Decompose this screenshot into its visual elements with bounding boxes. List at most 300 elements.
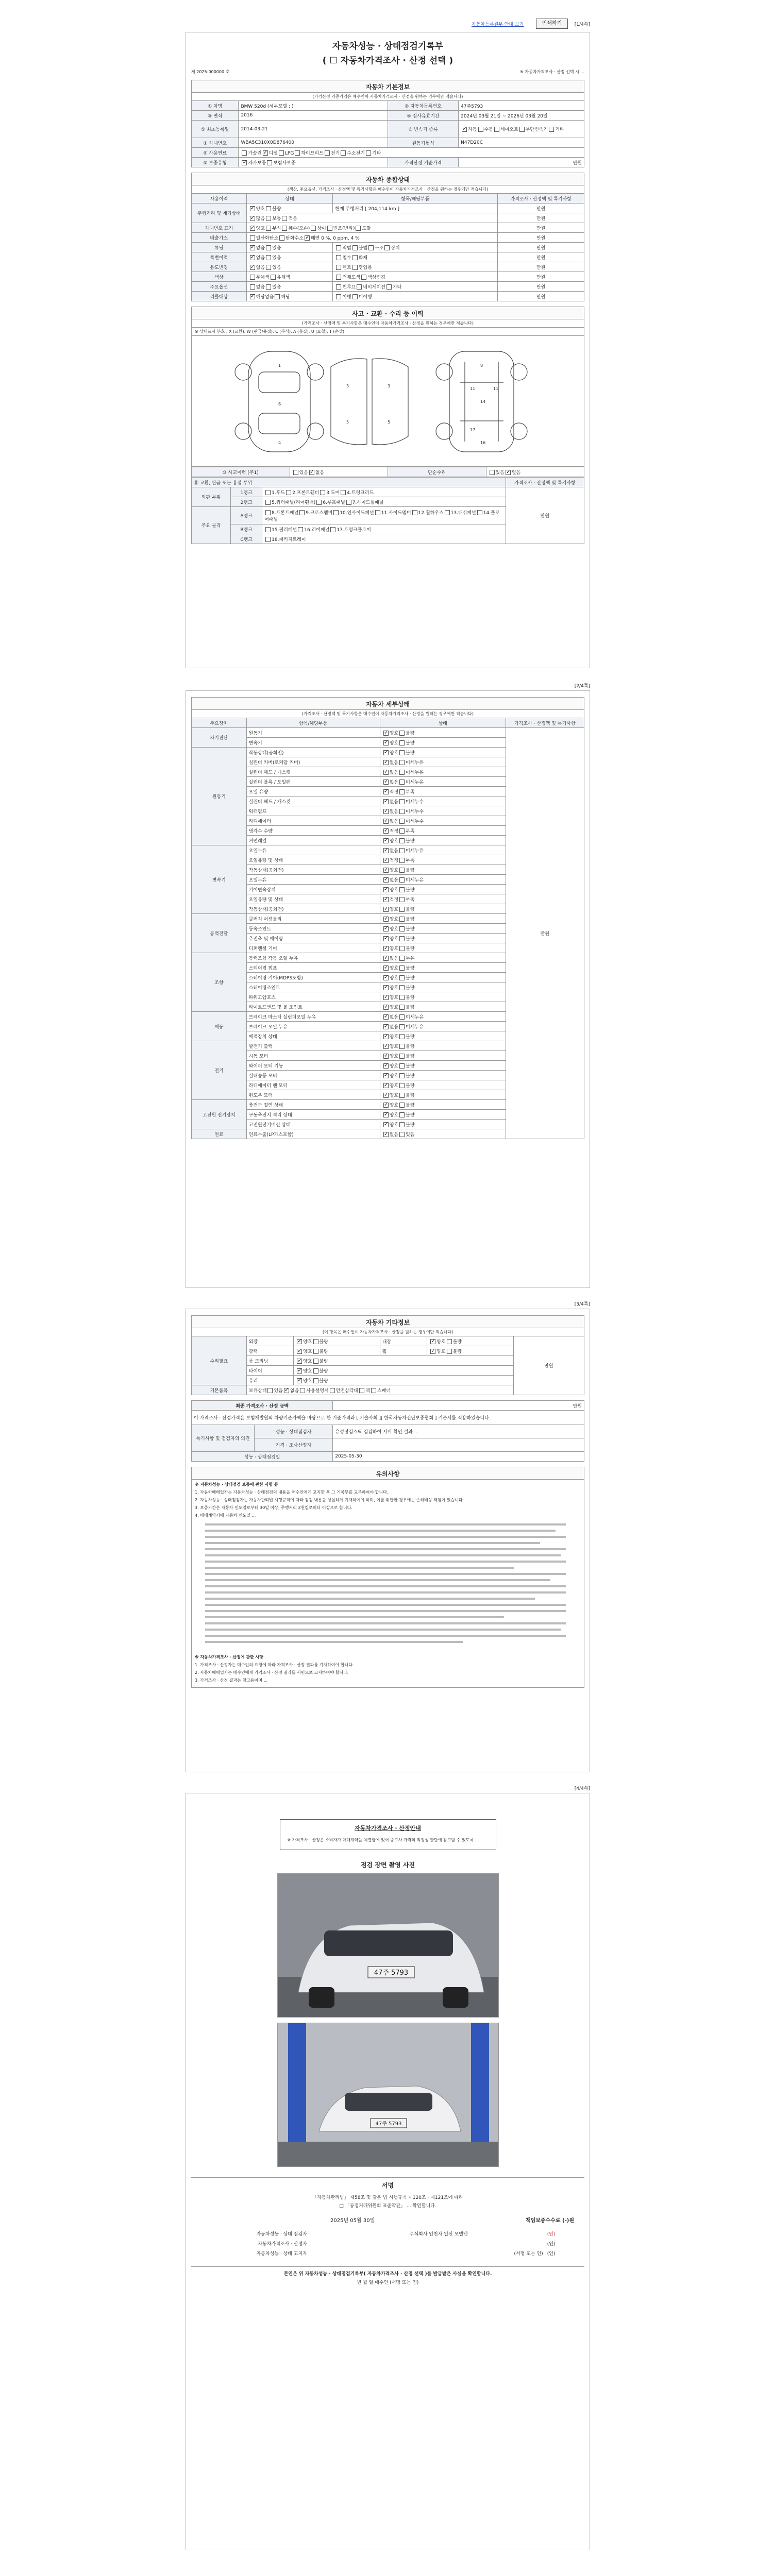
checkbox[interactable] (336, 294, 341, 299)
opt: 불량 (406, 1054, 415, 1059)
opt: 불량 (406, 1044, 415, 1049)
opt: 불량 (406, 1005, 415, 1010)
checkbox[interactable] (383, 1034, 389, 1039)
detail-state (380, 885, 506, 894)
checkbox[interactable] (265, 510, 271, 515)
checkbox[interactable] (271, 275, 276, 280)
checkbox[interactable] (399, 750, 405, 755)
wheel (235, 364, 251, 380)
checkbox[interactable] (266, 265, 271, 270)
checkbox[interactable] (383, 995, 389, 1000)
checkbox[interactable] (265, 500, 271, 505)
checkbox[interactable] (357, 284, 362, 290)
checkbox[interactable] (383, 809, 389, 814)
checkbox[interactable] (242, 150, 247, 156)
col-head: 항목/해당부품 (246, 718, 380, 728)
checkbox[interactable] (336, 245, 341, 250)
checkbox[interactable] (297, 1368, 302, 1374)
detail-item: 추진축 및 베어링 (246, 934, 380, 943)
detail-state (380, 836, 506, 845)
warranty-options (239, 158, 388, 167)
opt: 구조 (375, 245, 384, 251)
checkbox[interactable] (383, 975, 389, 980)
checkbox[interactable] (266, 206, 271, 211)
checkbox[interactable] (445, 510, 450, 515)
checkbox[interactable] (412, 510, 417, 515)
checkbox[interactable] (293, 470, 298, 475)
checkbox[interactable] (383, 887, 389, 892)
opt: 없음 (256, 284, 265, 290)
checkbox[interactable] (266, 216, 271, 221)
checkbox[interactable] (279, 150, 284, 156)
sign-date: 2025년 05월 30일 (330, 2218, 375, 2224)
sign-title: 서명 (191, 2177, 584, 2190)
checkbox[interactable] (383, 1024, 389, 1029)
checkbox[interactable] (250, 216, 255, 221)
detail-title: 자동차 세부상태 (191, 697, 584, 709)
label-fuel: ⑧ 사용연료 (192, 148, 239, 158)
label-first-reg: ⑤ 최초등록일 (192, 121, 239, 138)
checkbox[interactable] (399, 1005, 405, 1010)
checkbox[interactable] (399, 897, 405, 902)
checkbox[interactable] (383, 750, 389, 755)
checkbox[interactable] (311, 226, 316, 231)
checkbox[interactable] (399, 1122, 405, 1127)
checkbox[interactable] (282, 226, 287, 231)
opt: 미세누수 (406, 809, 424, 815)
checkbox[interactable] (384, 245, 390, 250)
document-subtitle: ( ☐ 자동차가격조사 · 산정 선택 ) (322, 56, 453, 66)
checkbox[interactable] (265, 537, 271, 542)
checkbox[interactable] (383, 1132, 389, 1137)
checkbox[interactable] (399, 1093, 405, 1098)
checkbox[interactable] (399, 926, 405, 931)
checkbox[interactable] (399, 975, 405, 980)
checkbox[interactable] (313, 1368, 318, 1374)
opt: 없음 (389, 779, 399, 785)
unit: 만원 (498, 262, 584, 272)
checkbox[interactable] (383, 907, 389, 912)
checkbox[interactable] (368, 245, 374, 250)
checkbox[interactable] (399, 907, 405, 912)
row-key: 주행거리 및 계기상태 (192, 204, 247, 223)
label-trans: ⑥ 변속기 종류 (388, 121, 458, 138)
opt: 불량 (406, 965, 415, 971)
checkbox[interactable] (356, 226, 361, 231)
checkbox[interactable] (263, 150, 268, 156)
checkbox[interactable] (383, 1005, 389, 1010)
checkbox[interactable] (399, 1014, 405, 1020)
text-line (205, 1536, 566, 1538)
opt: 상이 (317, 226, 326, 231)
part: 13.대쉬패널 (450, 510, 476, 516)
checkbox[interactable] (333, 510, 339, 515)
checkbox[interactable] (383, 1044, 389, 1049)
checkbox[interactable] (383, 985, 389, 990)
checkbox[interactable] (346, 500, 351, 505)
checkbox[interactable] (320, 490, 325, 495)
checkbox[interactable] (399, 828, 405, 834)
checkbox[interactable] (250, 245, 255, 250)
detail-item: 오일 유량 (246, 787, 380, 796)
checkbox[interactable] (267, 1388, 273, 1393)
checkbox[interactable] (399, 1132, 405, 1137)
document-title: 자동차성능 · 상태점검기록부 (332, 41, 444, 52)
checkbox[interactable] (265, 527, 271, 532)
opt: 해당 (281, 294, 290, 300)
checkbox[interactable] (430, 1339, 435, 1344)
checkbox[interactable] (361, 275, 366, 280)
year: 2016 (239, 111, 388, 121)
opt: 있음 (495, 470, 505, 476)
rank1: 1랭크 (231, 487, 262, 497)
checkbox[interactable] (462, 127, 467, 132)
checkbox[interactable] (250, 255, 255, 260)
checkbox[interactable] (366, 150, 371, 156)
detail-item: 동력조향 작동 오일 누유 (246, 953, 380, 963)
opt: 수동 (484, 127, 493, 132)
checkbox[interactable] (250, 275, 255, 280)
checkbox[interactable] (300, 1388, 305, 1393)
opt: 양호 (389, 731, 399, 736)
checkbox[interactable] (399, 936, 405, 941)
checkbox[interactable] (399, 1034, 405, 1039)
checkbox[interactable] (447, 1339, 452, 1344)
checkbox[interactable] (383, 1093, 389, 1098)
checkbox[interactable] (242, 160, 247, 165)
opt: 적정 (389, 858, 399, 863)
checkbox[interactable] (341, 150, 346, 156)
checkbox[interactable] (383, 917, 389, 922)
checkbox[interactable] (336, 275, 341, 280)
checkbox[interactable] (250, 226, 255, 231)
checkbox[interactable] (399, 1044, 405, 1049)
opt: 없음 (290, 1388, 299, 1394)
checkbox[interactable] (383, 1054, 389, 1059)
checkbox[interactable] (399, 1063, 405, 1069)
checkbox[interactable] (383, 740, 389, 745)
checkbox[interactable] (399, 858, 405, 863)
checkbox[interactable] (399, 740, 405, 745)
checkbox[interactable] (383, 770, 389, 775)
detail-state (380, 1031, 506, 1041)
detail-state (380, 855, 506, 865)
notice-title: 유의사항 (191, 1467, 584, 1479)
opt: 디젤 (268, 150, 278, 156)
opt: 불량 (406, 975, 415, 981)
checkbox[interactable] (330, 527, 335, 532)
checkbox[interactable] (477, 510, 482, 515)
checkbox[interactable] (549, 127, 554, 132)
opt: 양호 (389, 868, 399, 873)
checkbox[interactable] (430, 1349, 435, 1354)
checkbox[interactable] (295, 150, 300, 156)
opt: 적음 (288, 216, 297, 222)
checkbox[interactable] (399, 838, 405, 843)
checkbox[interactable] (266, 245, 271, 250)
opt: 적정 (389, 789, 399, 795)
detail-item: 구동축전지 격리 상태 (246, 1110, 380, 1120)
checkbox[interactable] (250, 206, 255, 211)
checkbox[interactable] (494, 127, 499, 132)
checkbox[interactable] (371, 1388, 376, 1393)
detail-item: 충전구 절연 상태 (246, 1100, 380, 1110)
checkbox[interactable] (447, 1349, 452, 1354)
windshield (345, 2093, 432, 2111)
checkbox[interactable] (399, 1024, 405, 1029)
checkbox[interactable] (490, 470, 495, 475)
checkbox[interactable] (383, 1063, 389, 1069)
opt: 양호 (389, 887, 399, 893)
svg-text:1: 1 (278, 363, 281, 368)
checkbox[interactable] (383, 838, 389, 843)
detail-item: 워터펌프 (246, 806, 380, 816)
checkbox[interactable] (286, 490, 291, 495)
checkbox[interactable] (399, 985, 405, 990)
wheel (511, 364, 527, 380)
checkbox[interactable] (399, 809, 405, 814)
checkbox[interactable] (383, 1083, 389, 1088)
price-title: 최종 가격조사 · 산정 금액 (192, 1401, 333, 1411)
checkbox[interactable] (383, 828, 389, 834)
text-line (205, 1610, 566, 1612)
checkbox[interactable] (336, 265, 341, 270)
opt: 화재 (358, 255, 368, 261)
checkbox[interactable] (250, 294, 255, 299)
checkbox[interactable] (297, 1339, 302, 1344)
checkbox[interactable] (399, 965, 405, 971)
checkbox[interactable] (399, 917, 405, 922)
checkbox[interactable] (399, 956, 405, 961)
checkbox[interactable] (352, 255, 358, 260)
checkbox[interactable] (399, 946, 405, 951)
opt: 색상변경 (367, 275, 385, 280)
checkbox[interactable] (375, 510, 380, 515)
checkbox[interactable] (399, 1073, 405, 1078)
checkbox[interactable] (298, 527, 303, 532)
checkbox[interactable] (383, 731, 389, 736)
checkbox[interactable] (383, 868, 389, 873)
checkbox[interactable] (327, 226, 332, 231)
label-inspect: ④ 검사유효기간 (388, 111, 458, 121)
checkbox[interactable] (383, 799, 389, 804)
label-warranty: ⑨ 보증유형 (192, 158, 239, 167)
checkbox[interactable] (399, 887, 405, 892)
opt: 있음 (272, 255, 281, 261)
opt: 없음 (389, 848, 399, 854)
detail-state (380, 757, 506, 767)
checkbox[interactable] (383, 848, 389, 853)
opt: 없음 (511, 470, 521, 476)
opt: 부족 (406, 789, 415, 795)
checkbox[interactable] (399, 731, 405, 736)
windshield (324, 1930, 453, 1956)
checkbox[interactable] (399, 819, 405, 824)
checkbox[interactable] (399, 789, 405, 794)
status-section (191, 173, 584, 301)
part: 1.후드 (272, 490, 285, 496)
inspector-label: 성능 · 상태점검자 (254, 1425, 332, 1438)
checkbox[interactable] (399, 760, 405, 765)
car-left-windshield (259, 372, 300, 393)
checkbox[interactable] (352, 294, 358, 299)
checkbox[interactable] (383, 877, 389, 883)
opt: 불량 (406, 1083, 415, 1089)
opt: 불량 (319, 1378, 328, 1384)
checkbox[interactable] (383, 1112, 389, 1117)
checkbox[interactable] (519, 127, 525, 132)
opt: 불량 (406, 1093, 415, 1098)
checkbox[interactable] (313, 1339, 318, 1344)
detail-item: 실내송풍 모터 (246, 1071, 380, 1080)
checkbox[interactable] (297, 1378, 302, 1383)
checkbox[interactable] (341, 490, 346, 495)
checkbox[interactable] (383, 1122, 389, 1127)
reg-no: 47주5793 (459, 101, 584, 111)
photo-title: 점검 장면 촬영 사진 (360, 1861, 415, 1869)
checkbox[interactable] (316, 500, 322, 505)
checkbox[interactable] (386, 284, 392, 290)
checkbox[interactable] (399, 877, 405, 883)
checkbox[interactable] (309, 470, 314, 475)
registry-link[interactable]: 자동차등록원부 안내 보기 (472, 22, 524, 27)
detail-state (380, 1041, 506, 1051)
checkbox[interactable] (383, 936, 389, 941)
status-table (191, 193, 584, 301)
checkbox[interactable] (399, 770, 405, 775)
svg-text:4: 4 (278, 440, 281, 445)
checkbox[interactable] (399, 799, 405, 804)
detail-item: 실린더 헤드 / 개스킷 (246, 767, 380, 777)
text-line (205, 1561, 566, 1563)
opt: 양호 (389, 907, 399, 912)
price-table (191, 1400, 584, 1462)
checkbox[interactable] (383, 946, 389, 951)
checkbox[interactable] (282, 216, 287, 221)
checkbox[interactable] (399, 848, 405, 853)
checkbox[interactable] (336, 255, 341, 260)
text-line (205, 1598, 535, 1600)
part: 8.프론트패널 (272, 510, 299, 516)
part: 10.인사이드패널 (340, 510, 374, 516)
col-head: 주요장치 (192, 718, 247, 728)
checkbox[interactable] (383, 760, 389, 765)
checkbox[interactable] (325, 150, 330, 156)
detail-state (380, 1022, 506, 1031)
checkbox[interactable] (383, 1073, 389, 1078)
checkbox[interactable] (383, 897, 389, 902)
detail-unit: 만원 (506, 728, 584, 1139)
opt: 없음 (389, 1014, 399, 1020)
basic-info-section (191, 80, 584, 167)
opt: 매연 (310, 235, 320, 241)
main-label: 주요 골격 (192, 507, 231, 544)
checkbox[interactable] (313, 1359, 318, 1364)
checkbox[interactable] (383, 956, 389, 961)
opt: 무채색 (256, 275, 270, 280)
opt: 불량 (406, 985, 415, 991)
checkbox[interactable] (399, 1083, 405, 1088)
checkbox[interactable] (330, 1388, 335, 1393)
checkbox[interactable] (279, 235, 284, 241)
detail-item: 오일유량 및 상태 (246, 855, 380, 865)
opt: 탄화수소 (285, 235, 304, 241)
opt: 없음 (389, 956, 399, 961)
detail-state (380, 914, 506, 924)
opt: LPG (284, 150, 294, 156)
opt: 부족 (406, 858, 415, 863)
checkbox[interactable] (383, 1103, 389, 1108)
checkbox[interactable] (399, 1054, 405, 1059)
sign-text: □ 「공정거래위원회 표준약관」 ... 확인합니다. (339, 2204, 436, 2209)
checkbox[interactable] (383, 779, 389, 785)
checkbox[interactable] (359, 1388, 364, 1393)
checkbox[interactable] (305, 235, 310, 241)
opt: 양호 (389, 1073, 399, 1079)
detail-group: 전기 (192, 1041, 247, 1100)
checkbox[interactable] (383, 789, 389, 794)
checkbox[interactable] (250, 235, 255, 241)
detail-item: 와이퍼 모터 기능 (246, 1061, 380, 1071)
checkbox[interactable] (284, 1388, 289, 1393)
checkbox[interactable] (313, 1378, 318, 1383)
text-line (205, 1573, 566, 1575)
checkbox[interactable] (383, 926, 389, 931)
checkbox[interactable] (383, 819, 389, 824)
checkbox[interactable] (399, 868, 405, 873)
checkbox[interactable] (478, 127, 483, 132)
opt: 없음 (389, 1024, 399, 1030)
checkbox[interactable] (399, 779, 405, 785)
checkbox[interactable] (506, 470, 511, 475)
checkbox[interactable] (266, 255, 271, 260)
checkbox[interactable] (383, 965, 389, 971)
detail-state (380, 904, 506, 914)
checkbox[interactable] (250, 265, 255, 270)
detail-state (380, 953, 506, 963)
checkbox[interactable] (265, 490, 271, 495)
checkbox[interactable] (299, 510, 305, 515)
price-unit: 만원 (333, 1401, 584, 1411)
checkbox[interactable] (267, 160, 272, 165)
checkbox[interactable] (352, 245, 358, 250)
checkbox[interactable] (336, 284, 341, 290)
checkbox[interactable] (399, 1112, 405, 1117)
opt: 적정 (389, 828, 399, 834)
print-button[interactable]: 인쇄하기 (536, 19, 568, 29)
checkbox[interactable] (313, 1349, 318, 1354)
checkbox[interactable] (352, 265, 358, 270)
checkbox[interactable] (297, 1349, 302, 1354)
opt: 가솔린 (248, 150, 262, 156)
text-line (205, 1629, 561, 1631)
checkbox[interactable] (383, 858, 389, 863)
item: 유리 (246, 1376, 293, 1385)
text-line (205, 1579, 550, 1581)
signature-section (191, 2177, 584, 2285)
checkbox[interactable] (399, 1103, 405, 1108)
sign-fee: 책임보증수수료 (-)원 (525, 2218, 574, 2224)
text-line (205, 1523, 566, 1526)
checkbox[interactable] (297, 1359, 302, 1364)
checkbox[interactable] (275, 294, 280, 299)
checkbox[interactable] (266, 226, 271, 231)
checkbox[interactable] (399, 995, 405, 1000)
sign-role: 자동차성능 · 상태 점검자 (256, 2232, 307, 2237)
checkbox[interactable] (383, 1014, 389, 1020)
checkbox[interactable] (250, 284, 255, 290)
checkbox[interactable] (266, 284, 271, 290)
